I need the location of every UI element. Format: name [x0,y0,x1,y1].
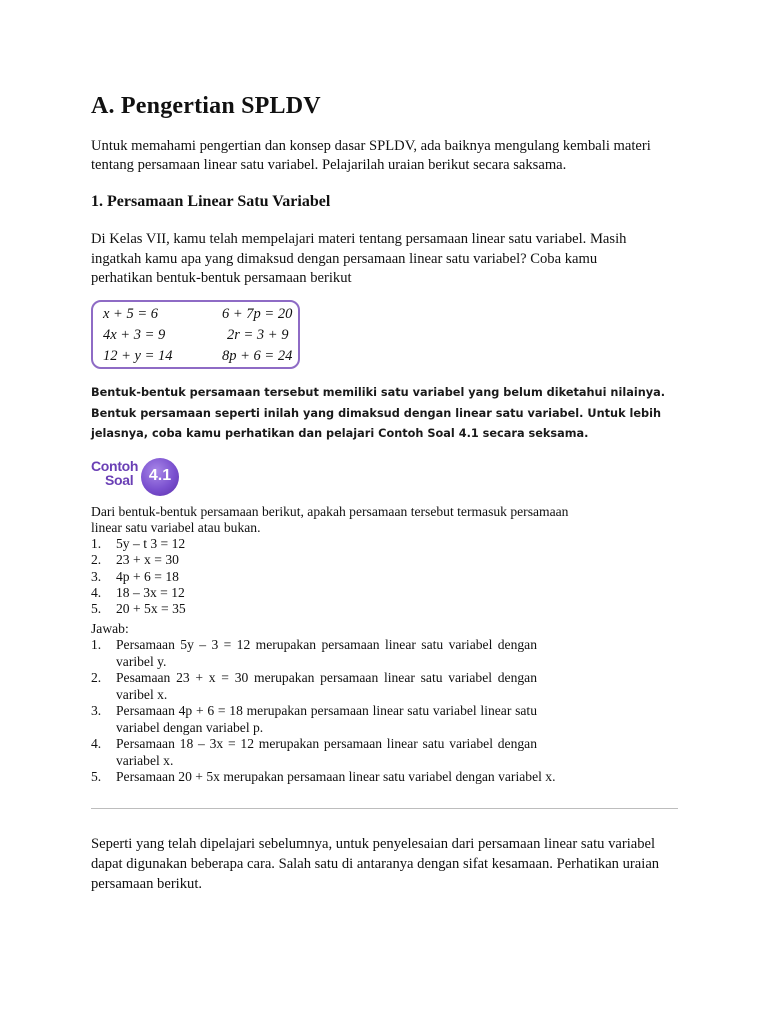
answer-label: Jawab: [91,621,129,636]
answer-line: Persamaan 5y – 3 = 12 merupakan persamaan linear satu variabel dengan [116,637,537,652]
subsection-heading: 1. Persamaan Linear Satu Variabel [91,193,331,210]
answer-line: varibel y. [116,654,167,669]
example-item-number: 1. [91,536,102,551]
example-item-number: 4. [91,585,102,600]
answer-number: 3. [91,703,102,718]
explanation-paragraph: Bentuk-bentuk persamaan tersebut memiliki satu variabel yang belum diketahui nilainya. Bentuk persamaan seperti inilah yang dimaksud dengan linear satu variabel. Untuk lebih jelasnya, coba kamu perhatikan dan pelajari Contoh Soal 4.1 secara seksama. [91,386,666,441]
answer-number: 2. [91,670,102,685]
example-item: 23 + x = 30 [116,552,179,567]
section-heading: A. Pengertian SPLDV [91,93,321,119]
equation-item: 6 + 7p = 20 [222,306,293,322]
answer-number: 5. [91,769,102,784]
answer-line: variabel x. [116,753,174,768]
equation-item: 4x + 3 = 9 [103,327,166,343]
recall-paragraph: Di Kelas VII, kamu telah mempelajari materi tentang persamaan linear satu variabel. Masih ingatkah kamu apa yang dimaksud dengan persamaan linear satu variabel? Coba kamu perhatikan bentuk-bentuk persamaan berikut [91,231,627,286]
answer-line: Persamaan 18 – 3x = 12 merupakan persamaan linear satu variabel dengan [116,736,537,751]
answer-line: Pesamaan 23 + x = 30 merupakan persamaan linear satu variabel dengan [116,670,537,685]
closing-paragraph: Seperti yang telah dipelajari sebelumnya, untuk penyelesaian dari persamaan linear satu variabel dapat digunakan beberapa cara. Salah satu di antaranya dengan sifat kesamaan. Perhatikan uraian persamaan berikut. [91,836,660,892]
intro-paragraph: Untuk memahami pengertian dan konsep dasar SPLDV, ada baiknya mengulang kembali materi tentang persamaan linear satu variabel. Pelajarilah uraian berikut secara saksama. [91,138,651,173]
answer-line: Persamaan 20 + 5x merupakan persamaan linear satu variabel dengan variabel x. [116,769,556,784]
answer-line: varibel x. [116,687,168,702]
example-item: 5y – t 3 = 12 [116,536,186,551]
equation-item: 12 + y = 14 [103,348,173,364]
answer-number: 1. [91,637,102,652]
badge-word-soal: Soal [105,472,134,488]
example-item: 20 + 5x = 35 [116,601,186,616]
equation-item: 8p + 6 = 24 [222,348,293,364]
example-item-number: 2. [91,552,102,567]
horizontal-divider [91,808,678,809]
example-item: 18 – 3x = 12 [116,585,185,600]
equation-item: 2r = 3 + 9 [227,327,289,343]
answer-line: variabel dengan variabel p. [116,720,264,735]
example-question-line: linear satu variabel atau bukan. [91,520,261,535]
example-item-number: 5. [91,601,102,616]
example-question-line: Dari bentuk-bentuk persamaan berikut, apakah persamaan tersebut termasuk persamaan [91,504,569,519]
example-item-number: 3. [91,569,102,584]
equation-item: x + 5 = 6 [103,306,159,322]
answer-number: 4. [91,736,102,751]
example-item: 4p + 6 = 18 [116,569,179,584]
badge-number: 4.1 [148,467,172,484]
answer-line: Persamaan 4p + 6 = 18 merupakan persamaan linear satu variabel linear satu [116,703,537,718]
badge-word-contoh: Contoh [91,458,139,474]
